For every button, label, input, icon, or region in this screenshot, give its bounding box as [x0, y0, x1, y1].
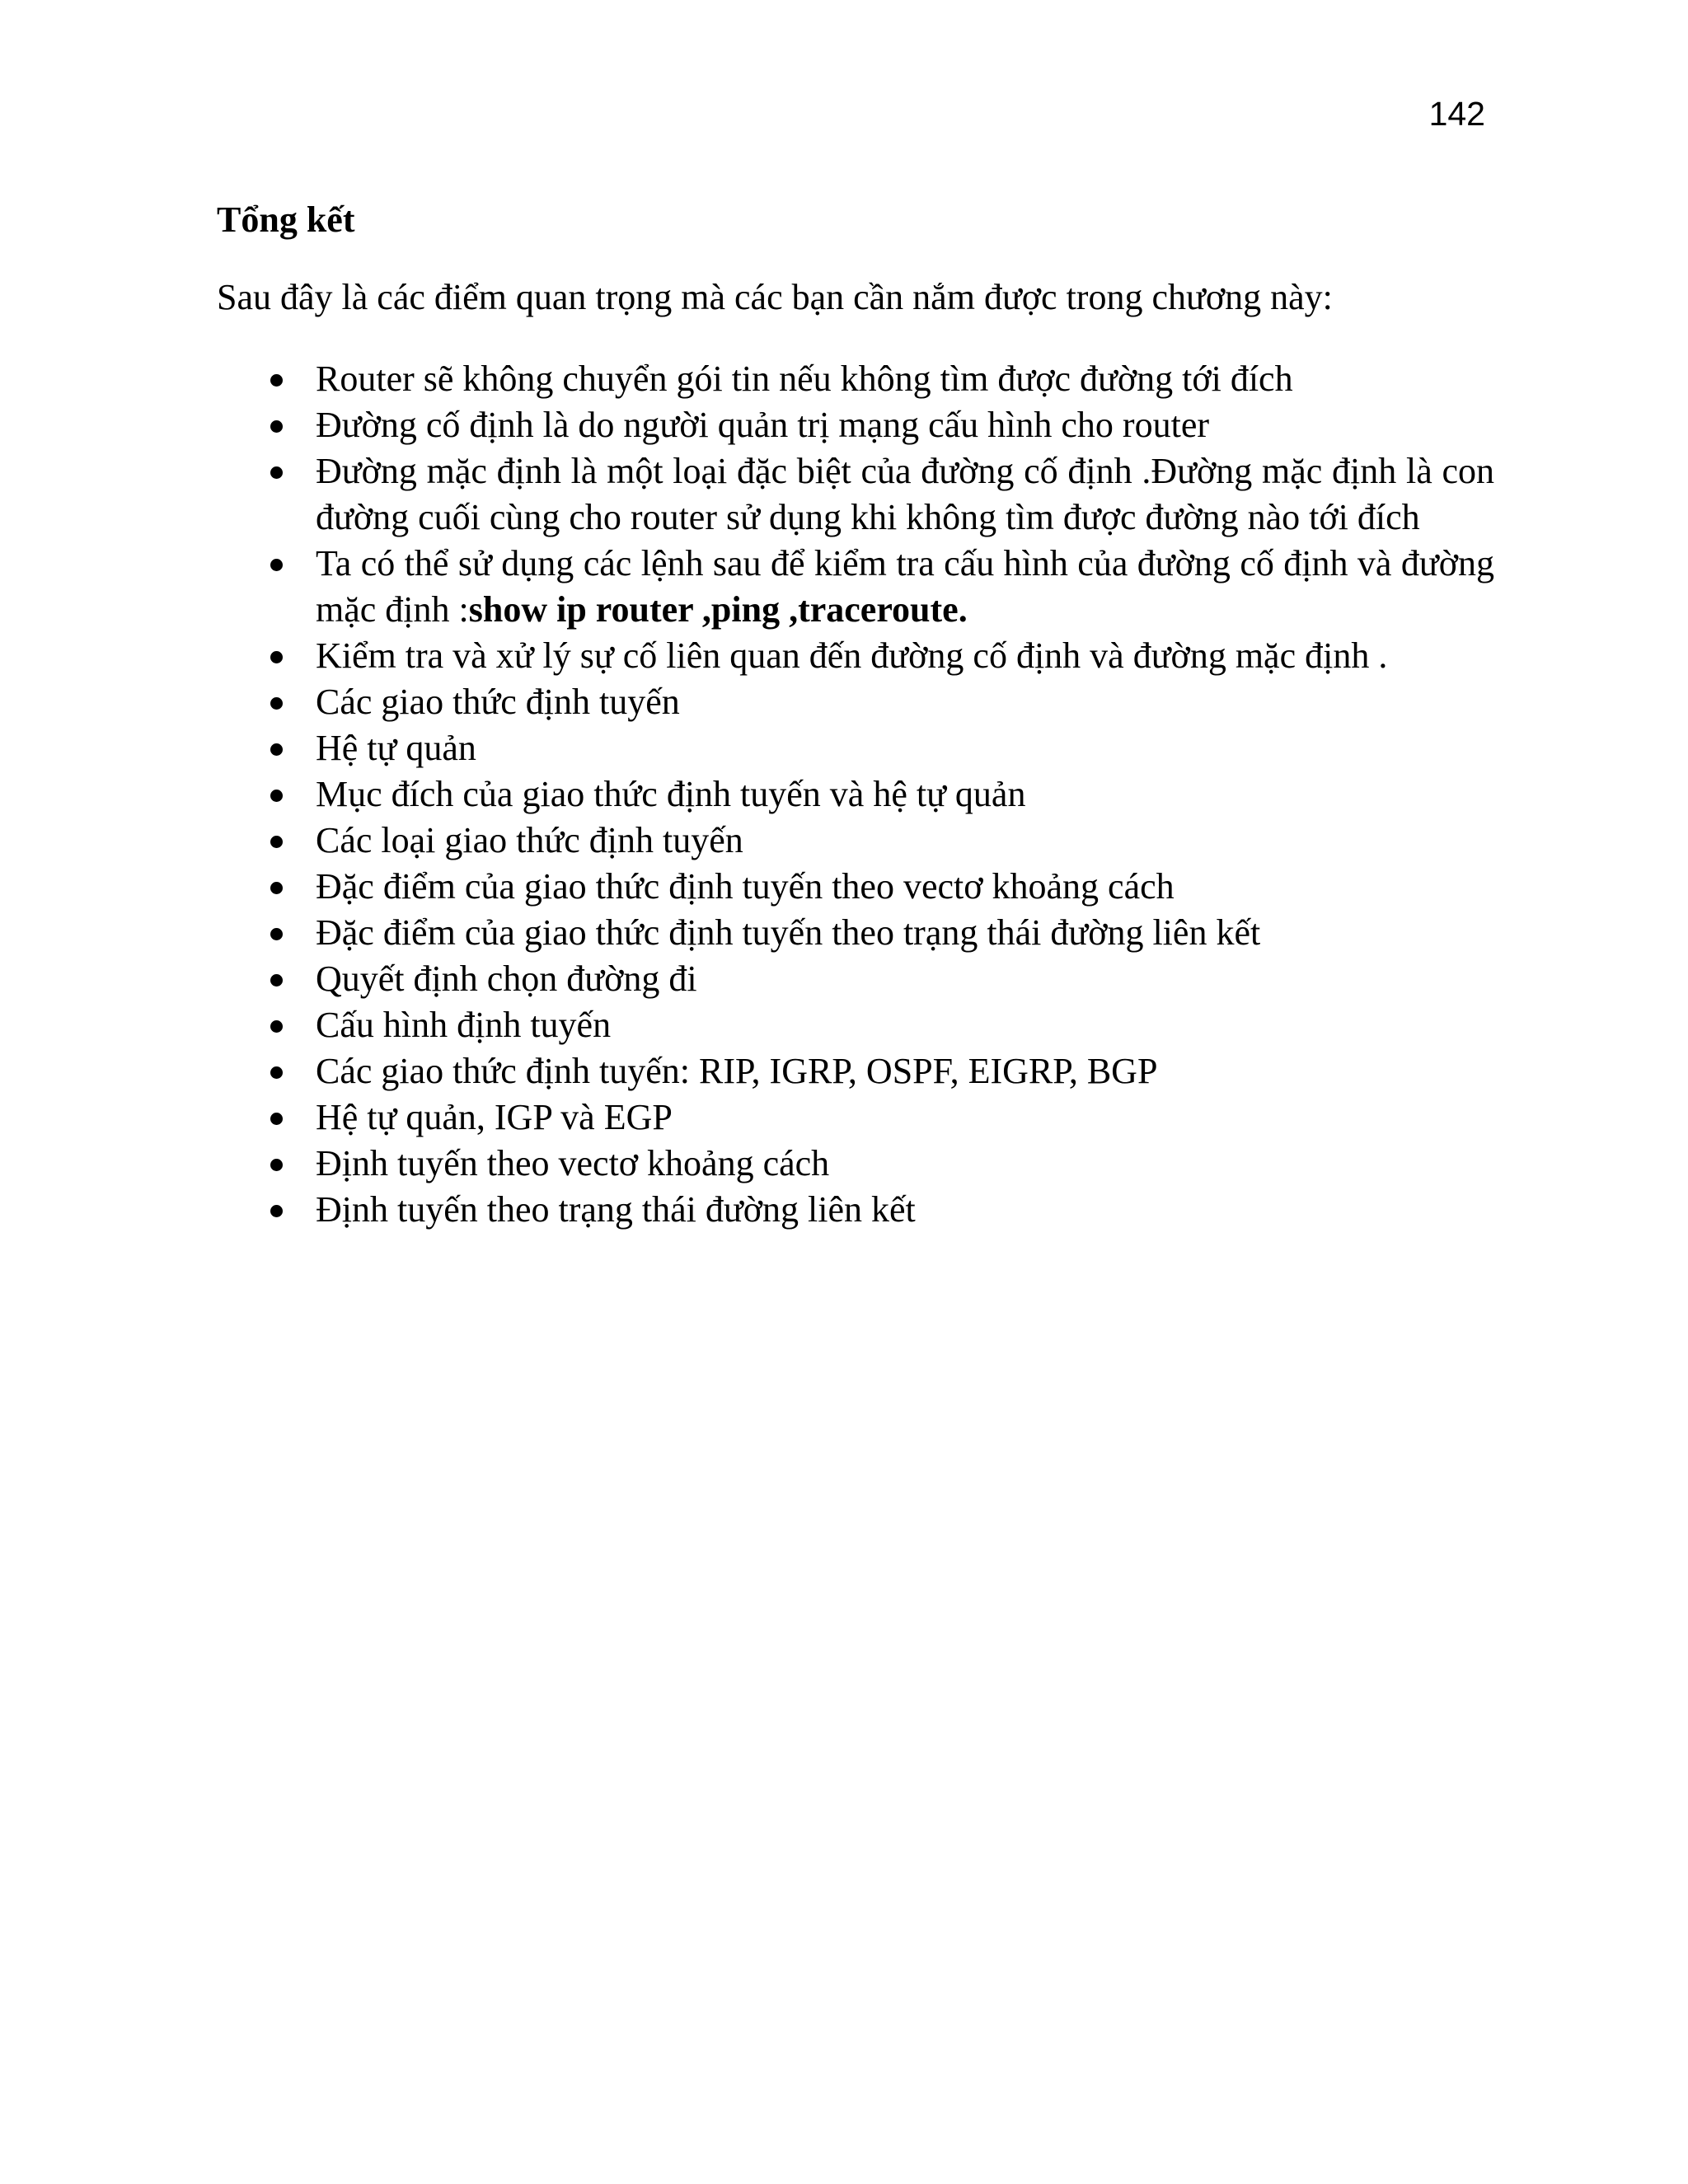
bullet-icon: [270, 651, 283, 663]
list-item: [217, 633, 1494, 679]
list-item: [217, 771, 1494, 818]
list-item: [217, 864, 1494, 910]
list-item-text: Định tuyến theo trạng thái đường liên kết: [316, 1189, 916, 1230]
bullet-icon: [270, 790, 283, 802]
bullet-icon: [270, 420, 283, 433]
bullet-icon: [270, 974, 283, 987]
list-item-text: Định tuyến theo vectơ khoảng cách: [316, 1143, 830, 1183]
bullet-icon: [270, 697, 283, 710]
list-item-text: Đường cố định là do người quản trị mạng cấu hình cho router: [316, 405, 1209, 445]
summary-list: [217, 356, 1494, 1233]
list-item-text: Ta có thể sử dụng các lệnh sau để kiểm tra cấu hình của đường cố định và đường mặc định :: [316, 543, 1494, 630]
list-item: [217, 956, 1494, 1002]
list-item-text: Đặc điểm của giao thức định tuyến theo trạng thái đường liên kết: [316, 912, 1261, 953]
list-item-text: Cấu hình định tuyến: [316, 1005, 612, 1045]
list-item-text: Quyết định chọn đường đi: [316, 958, 697, 999]
list-item: [217, 356, 1494, 402]
list-item: [217, 448, 1494, 541]
section-heading: Tổng kết: [217, 199, 355, 240]
list-item-text: Kiểm tra và xử lý sự cố liên quan đến đường cố định và đường mặc định .: [316, 635, 1388, 676]
list-item: [217, 1094, 1494, 1141]
list-item: [217, 725, 1494, 771]
page-number: 142: [1428, 95, 1485, 133]
bullet-icon: [270, 1205, 283, 1217]
list-item: [217, 910, 1494, 956]
list-item: [217, 1187, 1494, 1233]
bullet-icon: [270, 928, 283, 940]
bullet-icon: [270, 743, 283, 756]
list-item: [217, 402, 1494, 448]
bullet-icon: [270, 1066, 283, 1079]
list-item-text: Hệ tự quản: [316, 728, 476, 768]
bullet-icon: [270, 559, 283, 571]
command-list: show ip router ,ping ,traceroute.: [468, 589, 968, 630]
bullet-icon: [270, 466, 283, 479]
bullet-icon: [270, 1159, 283, 1171]
list-item: [217, 679, 1494, 725]
list-item-text: Các giao thức định tuyến: [316, 682, 680, 722]
intro-paragraph: Sau đây là các điểm quan trọng mà các bạn cần nắm được trong chương này:: [217, 277, 1333, 317]
list-item-text: Các loại giao thức định tuyến: [316, 820, 743, 860]
bullet-icon: [270, 1113, 283, 1125]
list-item-text: Mục đích của giao thức định tuyến và hệ tự quản: [316, 774, 1026, 814]
list-item: [217, 818, 1494, 864]
list-item: [217, 1141, 1494, 1187]
list-item: [217, 541, 1494, 633]
list-item: [217, 1002, 1494, 1048]
list-item-text: Các giao thức định tuyến: RIP, IGRP, OSPF, EIGRP, BGP: [316, 1051, 1158, 1091]
list-item: [217, 1048, 1494, 1094]
list-item-text: Hệ tự quản, IGP và EGP: [316, 1097, 673, 1137]
list-item-text: Đường mặc định là một loại đặc biệt của đường cố định .Đường mặc định là con đường cuối cùng cho router sử dụng khi không tìm được đường nào tới đích: [316, 451, 1494, 537]
bullet-icon: [270, 374, 283, 387]
bullet-icon: [270, 882, 283, 894]
list-item-text: Đặc điểm của giao thức định tuyến theo vectơ khoảng cách: [316, 866, 1175, 907]
bullet-icon: [270, 1020, 283, 1033]
list-item-text: Router sẽ không chuyển gói tin nếu không tìm được đường tới đích: [316, 359, 1293, 399]
bullet-icon: [270, 836, 283, 848]
